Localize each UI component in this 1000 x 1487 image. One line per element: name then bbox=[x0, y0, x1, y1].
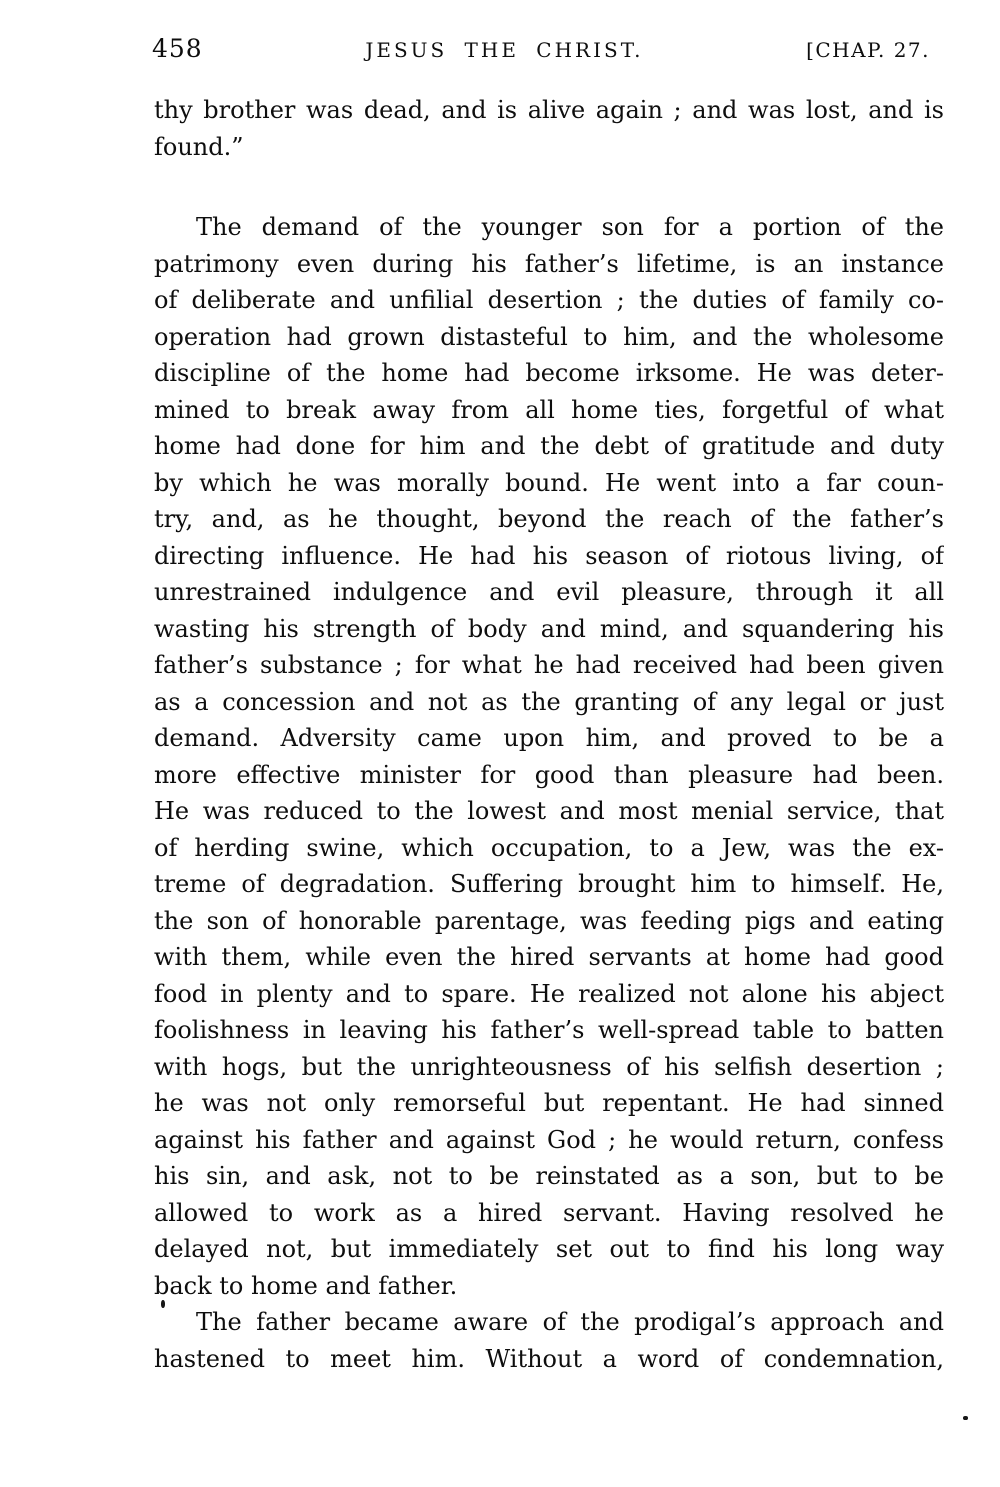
text-line: with them, while even the hired servants at home had good bbox=[154, 943, 944, 971]
running-title: JESUS THE CHRIST. bbox=[365, 38, 644, 62]
text-line: directing influence. He had his season of riotous living, of bbox=[154, 541, 944, 570]
text-line: patrimony even during his father’s lifetime, is an instance bbox=[154, 249, 944, 278]
text-line: against his father and against God ; he would return, confess bbox=[154, 1125, 944, 1154]
text-line: unrestrained indulgence and evil pleasure, through it all bbox=[154, 578, 944, 606]
scan-speck bbox=[963, 1416, 968, 1420]
scan-speck bbox=[161, 1300, 165, 1308]
text-line: He was reduced to the lowest and most menial service, that bbox=[154, 797, 944, 825]
text-line: he was not only remorseful but repentant. He had sinned bbox=[154, 1089, 944, 1117]
text-line: the son of honorable parentage, was feeding pigs and eating bbox=[154, 906, 944, 935]
text-line: food in plenty and to spare. He realized not alone his abject bbox=[154, 979, 944, 1008]
paragraph bbox=[154, 209, 944, 1304]
text-line: mined to break away from all home ties, forgetful of what bbox=[154, 395, 944, 424]
text-line: of herding swine, which occupation, to a Jew, was the ex- bbox=[154, 833, 944, 862]
running-header bbox=[152, 34, 930, 63]
page-number: 458 bbox=[152, 34, 203, 63]
text-line: The father became aware of the prodigal’s approach and bbox=[196, 1308, 944, 1336]
paragraph bbox=[154, 1304, 944, 1377]
text-line: his sin, and ask, not to be reinstated as a son, but to be bbox=[154, 1162, 944, 1190]
text-line: try, and, as he thought, beyond the reach of the father’s bbox=[154, 505, 944, 533]
text-line: delayed not, but immediately set out to find his long way bbox=[154, 1235, 944, 1263]
text-line: discipline of the home had become irksome. He was deter- bbox=[154, 359, 944, 387]
text-line: by which he was morally bound. He went into a far coun- bbox=[154, 468, 944, 497]
text-line: allowed to work as a hired servant. Having resolved he bbox=[154, 1198, 944, 1227]
text-line: foolishness in leaving his father’s well-spread table to batten bbox=[154, 1016, 944, 1044]
paragraph bbox=[154, 92, 944, 165]
text-line: demand. Adversity came upon him, and proved to be a bbox=[154, 724, 944, 752]
text-line: treme of degradation. Suffering brought him to himself. He, bbox=[154, 870, 944, 898]
text-line: hastened to meet him. Without a word of condemnation, bbox=[154, 1344, 944, 1373]
text-line: back to home and father. bbox=[154, 1271, 458, 1300]
text-line: found.” bbox=[154, 132, 244, 161]
text-body bbox=[154, 92, 944, 1377]
text-line: The demand of the younger son for a portion of the bbox=[196, 213, 944, 241]
text-line: of deliberate and unfilial desertion ; the duties of family co- bbox=[154, 286, 944, 314]
chapter-reference: [CHAP. 27. bbox=[806, 38, 930, 62]
text-line: with hogs, but the unrighteousness of his selfish desertion ; bbox=[154, 1052, 944, 1081]
text-line: home had done for him and the debt of gratitude and duty bbox=[154, 432, 944, 460]
text-line: more effective minister for good than pleasure had been. bbox=[154, 760, 944, 789]
text-line: operation had grown distasteful to him, and the wholesome bbox=[154, 322, 944, 351]
text-line: as a concession and not as the granting of any legal or just bbox=[154, 687, 944, 716]
text-line: father’s substance ; for what he had received had been given bbox=[154, 651, 944, 679]
text-line: thy brother was dead, and is alive again ; and was lost, and is bbox=[154, 96, 944, 124]
text-line: wasting his strength of body and mind, and squandering his bbox=[154, 614, 944, 643]
